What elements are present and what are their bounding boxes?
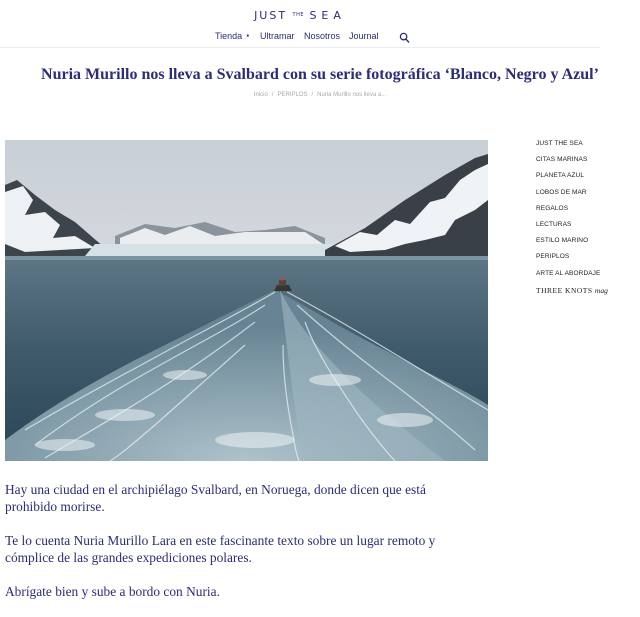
nav-item-ultramar[interactable]: Ultramar <box>260 31 295 41</box>
dropdown-dot-icon: ● <box>246 33 250 39</box>
nav-item-nosotros[interactable]: Nosotros <box>304 31 341 41</box>
site-logo[interactable] <box>0 6 600 24</box>
sidebar-item-planeta-azul[interactable]: PLANETA AZUL <box>536 172 585 180</box>
sidebar-item-arte-al-abordaje[interactable]: ARTE AL ABORDAJE <box>536 269 601 277</box>
article-body <box>5 481 475 617</box>
hero-image <box>5 140 488 461</box>
breadcrumb <box>0 92 640 98</box>
main-nav <box>0 31 600 45</box>
sidebar-item-citas-marinas[interactable]: CITAS MARINAS <box>536 156 588 164</box>
logo-text-just: JUST <box>254 9 288 22</box>
article-paragraph: Abrígate bien y sube a bordo con Nuria. <box>5 584 220 599</box>
sidebar-item-lecturas[interactable]: LECTURAS <box>536 220 572 228</box>
breadcrumb-section[interactable]: PERIPLOS <box>277 92 308 98</box>
breadcrumb-separator: / <box>311 92 314 98</box>
sidebar-item-just-the-sea[interactable]: JUST THE SEA <box>536 140 583 147</box>
sidebar-item-three-knots-mag[interactable] <box>536 285 608 302</box>
three-knots-suffix: mag <box>594 285 608 295</box>
sidebar-item-regalos[interactable]: REGALOS <box>536 204 569 212</box>
nav-item-tienda[interactable] <box>215 31 249 41</box>
logo-text-the: THE <box>292 11 304 18</box>
breadcrumb-home[interactable]: Inicio <box>253 92 268 98</box>
breadcrumb-current: Nuria Murillo nos lleva a... <box>317 92 387 98</box>
sidebar-item-lobos-de-mar[interactable]: LOBOS DE MAR <box>536 188 587 196</box>
article-paragraph: Hay una ciudad en el archipiélago Svalbard, en Noruega, donde dicen que está prohibido morirse. <box>5 482 426 514</box>
nav-item-label: Tienda <box>215 31 243 41</box>
sidebar-menu <box>536 140 608 302</box>
sidebar-item-periplos[interactable]: PERIPLOS <box>536 253 570 261</box>
logo-text-sea: SEA <box>309 9 346 22</box>
sidebar-item-estilo-marino[interactable]: ESTILO MARINO <box>536 237 589 245</box>
page-title: Nuria Murillo nos lleva a Svalbard con su serie fotográfica ‘Blanco, Negro y Azul’ <box>41 66 599 83</box>
header-divider <box>0 47 600 48</box>
nav-item-journal[interactable]: Journal <box>349 31 379 41</box>
three-knots-label: THREE KNOTS <box>536 285 593 295</box>
article-paragraph: Te lo cuenta Nuria Murillo Lara en este fascinante texto sobre un lugar remoto y cómplice de las grandes expediciones polares. <box>5 533 436 565</box>
breadcrumb-separator: / <box>271 92 274 98</box>
search-icon[interactable] <box>399 31 410 43</box>
